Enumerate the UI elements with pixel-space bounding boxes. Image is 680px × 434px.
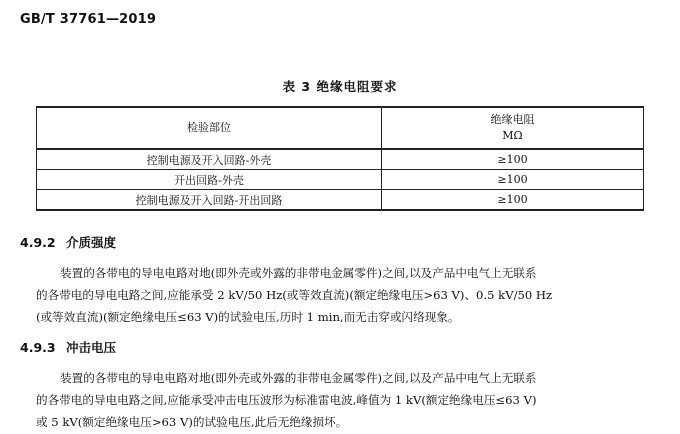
row-part: 控制电源及开入回路-开出回路 bbox=[37, 190, 382, 211]
header-insulation-resistance bbox=[382, 107, 644, 149]
row-value: ≥100 bbox=[382, 149, 644, 170]
table-header-row bbox=[37, 107, 644, 149]
table-row bbox=[37, 149, 644, 170]
paragraph-line: 或 5 kV(额定绝缘电压>63 V)的试验电压,此后无绝缘损坏。 bbox=[36, 415, 348, 429]
paragraph-line: (或等效直流)(额定绝缘电压≤63 V)的试验电压,历时 1 min,而无击穿或闪络现象。 bbox=[36, 310, 460, 324]
section-4-9-2-paragraph bbox=[36, 262, 648, 328]
table-row bbox=[37, 190, 644, 211]
standard-code: GB/T 37761—2019 bbox=[20, 12, 157, 27]
section-number: 4.9.3 bbox=[20, 340, 56, 355]
paragraph-line: 的各带电的导电电路之间,应能承受冲击电压波形为标准雷电波,峰值为 1 kV(额定绝缘电压≤63 V) bbox=[36, 393, 537, 407]
section-title: 冲击电压 bbox=[66, 340, 117, 355]
paragraph-line: 装置的各带电的导电电路对地(即外壳或外露的非带电金属零件)之间,以及产品中电气上无联系 bbox=[60, 371, 537, 385]
insulation-resistance-table bbox=[36, 106, 644, 211]
section-title: 介质强度 bbox=[66, 235, 117, 250]
row-value: ≥100 bbox=[382, 190, 644, 211]
row-value: ≥100 bbox=[382, 170, 644, 190]
header-resistance-label: 绝缘电阻 bbox=[490, 113, 535, 126]
table-caption: 表 3 绝缘电阻要求 bbox=[282, 79, 398, 94]
section-heading-4-9-3 bbox=[20, 338, 116, 356]
paragraph-line: 装置的各带电的导电电路对地(即外壳或外露的非带电金属零件)之间,以及产品中电气上无联系 bbox=[60, 266, 537, 280]
table-row bbox=[37, 170, 644, 190]
row-part: 控制电源及开入回路-外壳 bbox=[37, 149, 382, 170]
header-test-part: 检验部位 bbox=[37, 107, 382, 149]
section-number: 4.9.2 bbox=[20, 235, 56, 250]
row-part: 开出回路-外壳 bbox=[37, 170, 382, 190]
section-4-9-3-paragraph bbox=[36, 367, 648, 433]
section-heading-4-9-2 bbox=[20, 233, 116, 251]
header-resistance-unit: MΩ bbox=[502, 129, 523, 142]
paragraph-line: 的各带电的导电电路之间,应能承受 2 kV/50 Hz(或等效直流)(额定绝缘电压>63 V)、0.5 kV/50 Hz bbox=[36, 288, 553, 302]
